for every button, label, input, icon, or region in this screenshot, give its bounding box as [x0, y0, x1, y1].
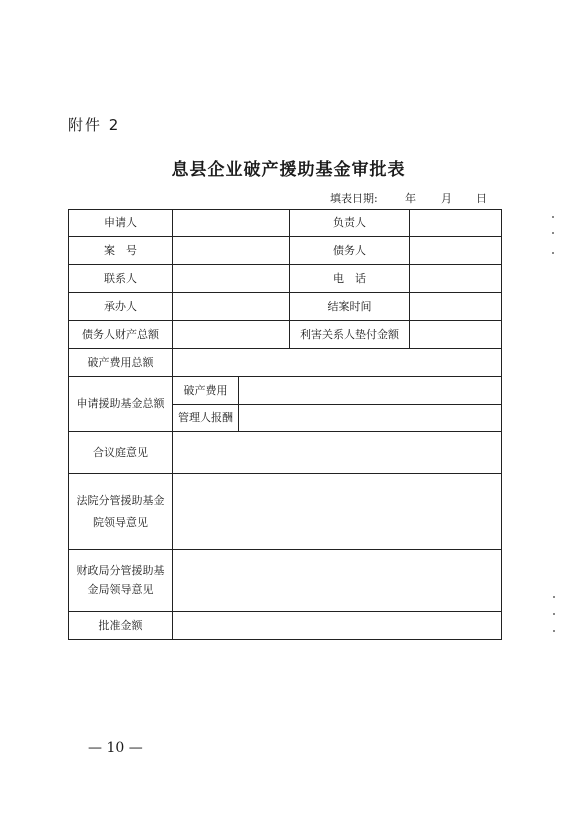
- applicant-label: 申请人: [69, 210, 173, 237]
- debtor-assets-label: 债务人财产总额: [69, 321, 173, 349]
- contact-value[interactable]: [173, 265, 290, 293]
- date-year: 年: [405, 192, 416, 205]
- table-row: [69, 237, 502, 265]
- scan-mark: [552, 232, 554, 234]
- finance-opinion-value[interactable]: [173, 550, 502, 612]
- debtor-assets-value[interactable]: [173, 321, 290, 349]
- scan-mark: [552, 216, 554, 218]
- table-row: [69, 321, 502, 349]
- close-time-label: 结案时间: [290, 293, 410, 321]
- table-row: [69, 210, 502, 237]
- responsible-value[interactable]: [410, 210, 502, 237]
- table-row: [69, 265, 502, 293]
- table-row: [69, 293, 502, 321]
- responsible-label: 负责人: [290, 210, 410, 237]
- panel-opinion-label: 合议庭意见: [69, 432, 173, 474]
- scan-mark: [552, 252, 554, 254]
- finance-opinion-label: 财政局分管援助基金局领导意见: [69, 550, 173, 612]
- applicant-value[interactable]: [173, 210, 290, 237]
- admin-fee-value[interactable]: [239, 405, 502, 432]
- table-row: [69, 612, 502, 640]
- table-row: [69, 432, 502, 474]
- attachment-label: 附件 2: [68, 116, 121, 134]
- bankruptcy-cost-label: 破产费用: [173, 377, 239, 405]
- debtor-value[interactable]: [410, 237, 502, 265]
- handler-value[interactable]: [173, 293, 290, 321]
- table-row: [69, 550, 502, 612]
- fund-total-label: 申请援助基金总额: [69, 377, 173, 432]
- admin-fee-label: 管理人报酬: [173, 405, 239, 432]
- date-day: 日: [476, 192, 487, 205]
- table-row: [69, 474, 502, 550]
- bankruptcy-cost-total-label: 破产费用总额: [69, 349, 173, 377]
- page-number: — 10 —: [88, 740, 143, 756]
- table-row: [69, 349, 502, 377]
- stakeholder-advance-value[interactable]: [410, 321, 502, 349]
- phone-value[interactable]: [410, 265, 502, 293]
- table-row: [69, 377, 502, 405]
- form-title: 息县企业破产援助基金审批表: [171, 160, 406, 180]
- close-time-value[interactable]: [410, 293, 502, 321]
- approval-form-table: [68, 209, 502, 640]
- case-no-value[interactable]: [173, 237, 290, 265]
- contact-label: 联系人: [69, 265, 173, 293]
- debtor-label: 债务人: [290, 237, 410, 265]
- approved-amount-value[interactable]: [173, 612, 502, 640]
- court-opinion-value[interactable]: [173, 474, 502, 550]
- scan-mark: [553, 596, 555, 598]
- bankruptcy-cost-value[interactable]: [239, 377, 502, 405]
- approved-amount-label: 批准金额: [69, 612, 173, 640]
- stakeholder-advance-label: 利害关系人垫付金额: [290, 321, 410, 349]
- phone-label: 电 话: [290, 265, 410, 293]
- case-no-label: 案 号: [69, 237, 173, 265]
- scan-mark: [553, 613, 555, 615]
- handler-label: 承办人: [69, 293, 173, 321]
- court-opinion-label: 法院分管援助基金院领导意见: [69, 474, 173, 550]
- bankruptcy-cost-total-value[interactable]: [173, 349, 502, 377]
- date-label: 填表日期:: [330, 192, 378, 205]
- scan-mark: [553, 630, 555, 632]
- panel-opinion-value[interactable]: [173, 432, 502, 474]
- date-month: 月: [441, 192, 452, 205]
